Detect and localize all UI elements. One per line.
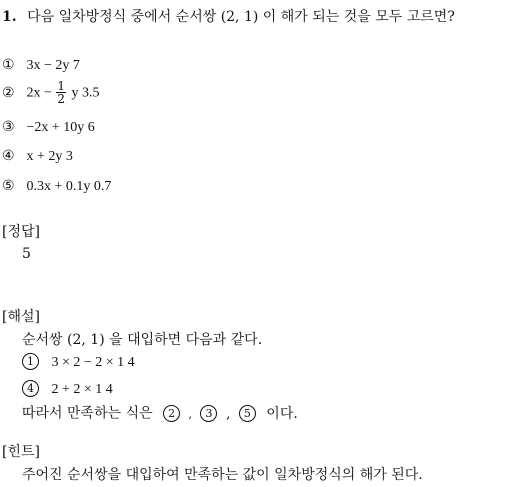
option-5-mark: ⑤	[2, 178, 15, 194]
option-1-mark: ①	[2, 57, 15, 73]
option-5-expr: 0.3x + 0.1y 0.7	[26, 179, 112, 194]
option-4-mark: ④	[2, 148, 15, 164]
solution-conclusion-mark-1: 2	[163, 405, 180, 422]
option-3-expr: −2x + 10y 6	[26, 120, 95, 135]
question-text: 다음 일차방정식 중에서 순서쌍 (2, 1) 이 해가 되는 것을 모두 고르면?	[27, 9, 455, 25]
option-3-mark: ③	[2, 119, 15, 135]
solution-conclusion-sep-1: ,	[188, 407, 193, 421]
solution-label: [해설]	[2, 309, 40, 325]
solution-conclusion-post: 이다.	[266, 405, 298, 422]
solution-step-1-expr: 3 × 2 − 2 × 1 4	[51, 354, 135, 370]
option-4	[2, 149, 73, 164]
option-1	[2, 58, 80, 73]
option-2-frac-num: 1	[57, 79, 65, 93]
question	[2, 10, 455, 24]
solution-step-2-mark: 4	[22, 380, 39, 397]
option-2	[2, 80, 99, 105]
option-3	[2, 120, 95, 135]
option-1-expr: 3x − 2y 7	[26, 58, 80, 73]
question-number: 1.	[2, 9, 17, 25]
option-4-expr: x + 2y 3	[26, 149, 73, 164]
hint-text: 주어진 순서쌍을 대입하여 만족하는 값이 일차방정식의 해가 된다.	[22, 467, 423, 483]
answer-value: 5	[22, 246, 31, 262]
solution-conclusion-pre: 따라서 만족하는 식은	[22, 405, 153, 422]
option-2-mark: ②	[2, 84, 15, 101]
solution-conclusion-sep-2: ,	[225, 405, 231, 422]
option-2-frac-den: 2	[57, 92, 65, 106]
solution-step-2	[22, 380, 113, 397]
option-2-fraction	[56, 80, 66, 105]
solution-conclusion-mark-2: 3	[200, 405, 217, 422]
solution-conclusion-mark-3: 5	[239, 405, 256, 422]
answer-label: [정답]	[2, 224, 40, 240]
solution-step-1-mark: 1	[22, 353, 39, 370]
solution-intro: 순서쌍 (2, 1) 을 대입하면 다음과 같다.	[22, 332, 263, 348]
option-2-pre: 2x −	[26, 85, 56, 101]
solution-step-1	[22, 353, 135, 370]
hint-label: [힌트]	[2, 444, 40, 460]
solution-step-2-expr: 2 + 2 × 1 4	[51, 381, 113, 397]
option-2-post: y 3.5	[71, 85, 100, 101]
option-5	[2, 179, 111, 194]
solution-conclusion	[22, 405, 298, 422]
